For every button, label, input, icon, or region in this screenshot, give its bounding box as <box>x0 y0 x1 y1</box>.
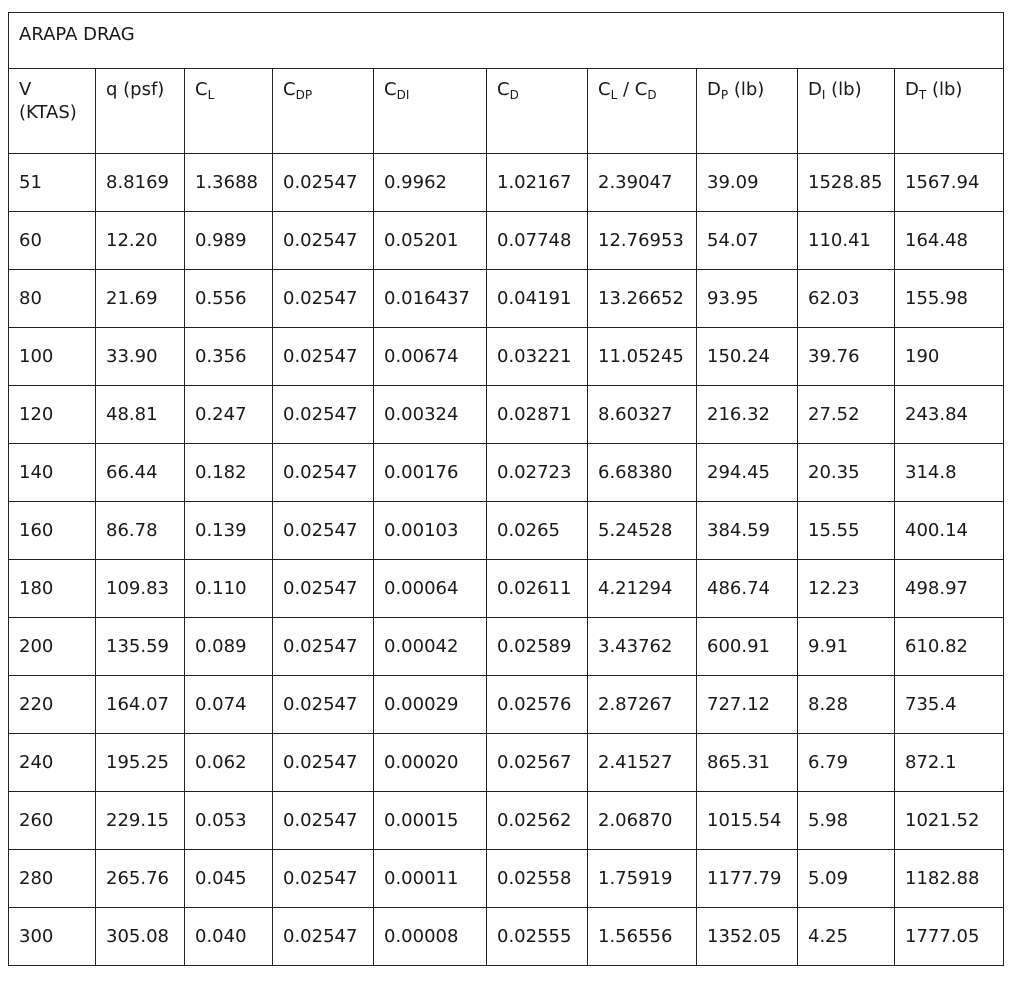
table-cell: 0.02567 <box>487 734 588 792</box>
table-row <box>9 212 1004 270</box>
table-cell: 0.02547 <box>273 386 374 444</box>
table-cell: 0.02576 <box>487 676 588 734</box>
table-cell: 0.03221 <box>487 328 588 386</box>
column-header <box>895 69 1004 154</box>
column-header-text: V <box>19 79 32 100</box>
table-cell: 62.03 <box>798 270 895 328</box>
table-row <box>9 792 1004 850</box>
table-cell: 265.76 <box>96 850 185 908</box>
column-header-subscript: T <box>918 88 927 102</box>
column-header-subscript: P <box>720 88 729 102</box>
table-cell: 0.02547 <box>273 908 374 966</box>
table-cell: 2.39047 <box>588 154 697 212</box>
column-header <box>487 69 588 154</box>
table-cell: 0.074 <box>185 676 273 734</box>
table-cell: 872.1 <box>895 734 1004 792</box>
table-cell: 6.79 <box>798 734 895 792</box>
table-cell: 54.07 <box>697 212 798 270</box>
table-cell: 0.00020 <box>374 734 487 792</box>
table-cell: 0.040 <box>185 908 273 966</box>
table-cell: 0.016437 <box>374 270 487 328</box>
table-cell: 109.83 <box>96 560 185 618</box>
table-cell: 305.08 <box>96 908 185 966</box>
table-row <box>9 154 1004 212</box>
column-header-text: D <box>905 79 919 100</box>
table-cell: 15.55 <box>798 502 895 560</box>
table-cell: 0.062 <box>185 734 273 792</box>
table-cell: 1.56556 <box>588 908 697 966</box>
table-cell: 135.59 <box>96 618 185 676</box>
column-header-subscript: L <box>207 88 215 102</box>
table-cell: 110.41 <box>798 212 895 270</box>
table-cell: 60 <box>9 212 96 270</box>
table-cell: 0.02547 <box>273 734 374 792</box>
column-header-subscript: I <box>821 88 826 102</box>
table-row <box>9 734 1004 792</box>
table-cell: 0.356 <box>185 328 273 386</box>
table-row <box>9 618 1004 676</box>
column-header-suffix: / C <box>617 79 648 100</box>
table-cell: 0.02547 <box>273 328 374 386</box>
table-row <box>9 444 1004 502</box>
table-cell: 2.87267 <box>588 676 697 734</box>
table-cell: 5.24528 <box>588 502 697 560</box>
table-body <box>9 154 1004 966</box>
table-cell: 51 <box>9 154 96 212</box>
column-header-unit: (KTAS) <box>19 101 77 123</box>
table-cell: 39.09 <box>697 154 798 212</box>
table-cell: 240 <box>9 734 96 792</box>
table-cell: 9.91 <box>798 618 895 676</box>
table-cell: 727.12 <box>697 676 798 734</box>
table-cell: 0.02558 <box>487 850 588 908</box>
table-cell: 220 <box>9 676 96 734</box>
table-cell: 3.43762 <box>588 618 697 676</box>
table-cell: 280 <box>9 850 96 908</box>
column-header-subscript: DI <box>396 88 410 102</box>
table-cell: 1528.85 <box>798 154 895 212</box>
column-header-subscript: D <box>647 88 657 102</box>
table-cell: 12.20 <box>96 212 185 270</box>
table-cell: 86.78 <box>96 502 185 560</box>
table-cell: 120 <box>9 386 96 444</box>
column-header-text: D <box>808 79 822 100</box>
table-cell: 1352.05 <box>697 908 798 966</box>
column-header-suffix: (lb) <box>728 79 765 100</box>
column-header-text: C <box>497 79 510 100</box>
table-cell: 0.02555 <box>487 908 588 966</box>
table-cell: 1.02167 <box>487 154 588 212</box>
table-cell: 0.02547 <box>273 560 374 618</box>
table-cell: 0.02547 <box>273 444 374 502</box>
column-header-text: C <box>283 79 296 100</box>
title-row <box>9 13 1004 69</box>
table-cell: 0.00029 <box>374 676 487 734</box>
table-row <box>9 328 1004 386</box>
table-cell: 0.00064 <box>374 560 487 618</box>
column-header <box>374 69 487 154</box>
table-row <box>9 908 1004 966</box>
table-cell: 200 <box>9 618 96 676</box>
table-cell: 12.76953 <box>588 212 697 270</box>
column-header <box>185 69 273 154</box>
table-cell: 5.98 <box>798 792 895 850</box>
table-cell: 0.182 <box>185 444 273 502</box>
table-cell: 735.4 <box>895 676 1004 734</box>
column-header <box>588 69 697 154</box>
table-cell: 0.00103 <box>374 502 487 560</box>
table-cell: 0.02547 <box>273 270 374 328</box>
table-cell: 8.60327 <box>588 386 697 444</box>
drag-table <box>8 12 1004 966</box>
table-cell: 2.41527 <box>588 734 697 792</box>
table-row <box>9 386 1004 444</box>
table-cell: 400.14 <box>895 502 1004 560</box>
table-cell: 314.8 <box>895 444 1004 502</box>
table-cell: 0.045 <box>185 850 273 908</box>
table-cell: 294.45 <box>697 444 798 502</box>
column-header-subscript: D <box>509 88 519 102</box>
table-cell: 300 <box>9 908 96 966</box>
table-cell: 1177.79 <box>697 850 798 908</box>
column-header <box>697 69 798 154</box>
table-cell: 140 <box>9 444 96 502</box>
table-cell: 0.02589 <box>487 618 588 676</box>
table-cell: 195.25 <box>96 734 185 792</box>
column-header-subscript: DP <box>295 88 313 102</box>
table-cell: 0.053 <box>185 792 273 850</box>
table-cell: 0.556 <box>185 270 273 328</box>
table-cell: 0.00011 <box>374 850 487 908</box>
table-cell: 0.00674 <box>374 328 487 386</box>
table-cell: 0.0265 <box>487 502 588 560</box>
table-cell: 384.59 <box>697 502 798 560</box>
table-cell: 0.02547 <box>273 212 374 270</box>
table-cell: 8.28 <box>798 676 895 734</box>
column-header-subscript: L <box>610 88 618 102</box>
table-cell: 0.139 <box>185 502 273 560</box>
table-cell: 20.35 <box>798 444 895 502</box>
table-cell: 0.07748 <box>487 212 588 270</box>
table-cell: 13.26652 <box>588 270 697 328</box>
column-header <box>96 69 185 154</box>
table-cell: 1567.94 <box>895 154 1004 212</box>
table-cell: 1021.52 <box>895 792 1004 850</box>
table-cell: 21.69 <box>96 270 185 328</box>
table-cell: 0.02547 <box>273 154 374 212</box>
table-cell: 0.02723 <box>487 444 588 502</box>
table-cell: 190 <box>895 328 1004 386</box>
table-cell: 33.90 <box>96 328 185 386</box>
table-cell: 498.97 <box>895 560 1004 618</box>
table-cell: 1.75919 <box>588 850 697 908</box>
table-cell: 2.06870 <box>588 792 697 850</box>
table-cell: 160 <box>9 502 96 560</box>
table-cell: 0.02611 <box>487 560 588 618</box>
table-cell: 4.25 <box>798 908 895 966</box>
column-header <box>798 69 895 154</box>
table-cell: 0.00042 <box>374 618 487 676</box>
table-cell: 0.110 <box>185 560 273 618</box>
table-cell: 0.00324 <box>374 386 487 444</box>
table-cell: 0.00008 <box>374 908 487 966</box>
table-cell: 600.91 <box>697 618 798 676</box>
table-cell: 216.32 <box>697 386 798 444</box>
table-cell: 180 <box>9 560 96 618</box>
table-cell: 486.74 <box>697 560 798 618</box>
table-cell: 1.3688 <box>185 154 273 212</box>
table-row <box>9 502 1004 560</box>
table-row <box>9 676 1004 734</box>
table-cell: 0.9962 <box>374 154 487 212</box>
table-cell: 155.98 <box>895 270 1004 328</box>
table-cell: 164.07 <box>96 676 185 734</box>
table-cell: 48.81 <box>96 386 185 444</box>
table-cell: 243.84 <box>895 386 1004 444</box>
table-cell: 0.00015 <box>374 792 487 850</box>
table-cell: 93.95 <box>697 270 798 328</box>
table-cell: 164.48 <box>895 212 1004 270</box>
table-cell: 8.8169 <box>96 154 185 212</box>
table-cell: 5.09 <box>798 850 895 908</box>
table-cell: 260 <box>9 792 96 850</box>
header-row <box>9 69 1004 154</box>
table-cell: 0.02547 <box>273 502 374 560</box>
column-header-text: C <box>598 79 611 100</box>
column-header-suffix: (lb) <box>825 79 862 100</box>
table-cell: 0.02871 <box>487 386 588 444</box>
table-cell: 0.089 <box>185 618 273 676</box>
table-cell: 4.21294 <box>588 560 697 618</box>
table-cell: 229.15 <box>96 792 185 850</box>
table-cell: 11.05245 <box>588 328 697 386</box>
table-cell: 0.02547 <box>273 792 374 850</box>
table-cell: 0.00176 <box>374 444 487 502</box>
table-cell: 0.247 <box>185 386 273 444</box>
table-cell: 80 <box>9 270 96 328</box>
table-cell: 0.05201 <box>374 212 487 270</box>
table-cell: 0.02547 <box>273 676 374 734</box>
table-cell: 0.04191 <box>487 270 588 328</box>
table-cell: 1182.88 <box>895 850 1004 908</box>
table-cell: 865.31 <box>697 734 798 792</box>
table-cell: 150.24 <box>697 328 798 386</box>
table-cell: 0.02547 <box>273 618 374 676</box>
column-header-text: q (psf) <box>106 79 165 100</box>
table-row <box>9 560 1004 618</box>
table-cell: 610.82 <box>895 618 1004 676</box>
table-cell: 27.52 <box>798 386 895 444</box>
table-cell: 39.76 <box>798 328 895 386</box>
table-row <box>9 270 1004 328</box>
column-header <box>273 69 374 154</box>
table-cell: 6.68380 <box>588 444 697 502</box>
table-cell: 0.989 <box>185 212 273 270</box>
column-header-suffix: (lb) <box>926 79 963 100</box>
table-cell: 100 <box>9 328 96 386</box>
column-header-text: D <box>707 79 721 100</box>
table-cell: 66.44 <box>96 444 185 502</box>
table-cell: 1015.54 <box>697 792 798 850</box>
column-header <box>9 69 96 154</box>
column-header-text: C <box>384 79 397 100</box>
table-cell: 12.23 <box>798 560 895 618</box>
table-cell: 0.02562 <box>487 792 588 850</box>
table-title: ARAPA DRAG <box>9 13 1004 69</box>
table-cell: 1777.05 <box>895 908 1004 966</box>
column-header-text: C <box>195 79 208 100</box>
table-row <box>9 850 1004 908</box>
table-cell: 0.02547 <box>273 850 374 908</box>
